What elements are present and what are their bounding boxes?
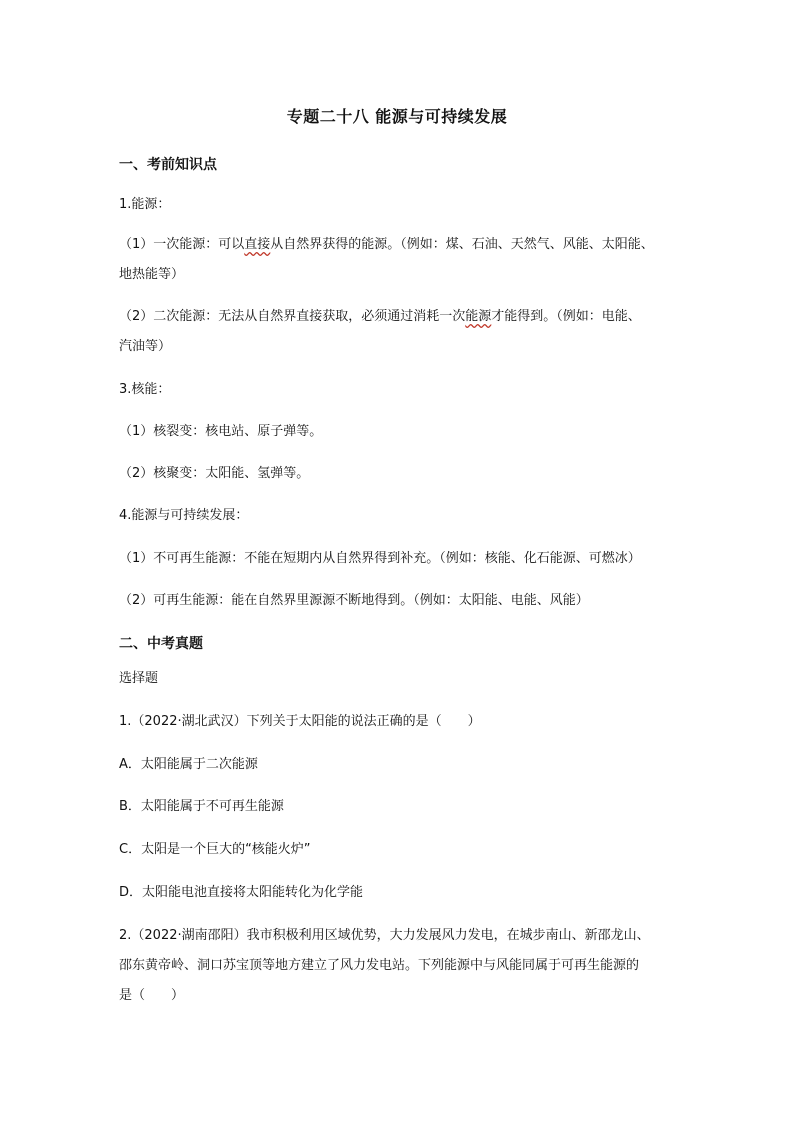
question-1-option-c: C．太阳是一个巨大的“核能火炉”: [119, 842, 311, 857]
question-2-line-1: 2.（2022·湖南邵阳）我市积极利用区域优势，大力发展风力发电，在城步南山、新邵龙山、: [119, 928, 650, 943]
subheading-choice: 选择题: [119, 671, 159, 686]
item1-p2-text-c: 汽油等）: [119, 339, 172, 354]
item1-p1-text-c: 地热能等）: [119, 267, 185, 282]
item1-title: 1.能源：: [119, 197, 171, 212]
item3-fusion: （2）核聚变：太阳能、氢弹等。: [119, 466, 310, 481]
section-heading-exam: 二、中考真题: [119, 636, 203, 652]
question-1-option-d: D．太阳能电池直接将太阳能转化为化学能: [119, 885, 364, 900]
item1-p2-underlined: 能源: [465, 309, 492, 324]
question-2-stem: [119, 921, 689, 1011]
item3-title: 3.核能：: [119, 382, 171, 397]
item1-primary-energy: [119, 230, 689, 290]
question-1-option-a: A．太阳能属于二次能源: [119, 757, 258, 772]
question-1-option-b: B．太阳能属于不可再生能源: [119, 799, 284, 814]
item1-p2-text-b: 才能得到。（例如：电能、: [491, 309, 641, 324]
document-title: 专题二十八 能源与可持续发展: [286, 107, 508, 126]
item1-p1-text-b: 从自然界获得的能源。（例如：煤、石油、天然气、风能、太阳能、: [270, 237, 654, 252]
item4-renewable: （2）可再生能源：能在自然界里源源不断地得到。（例如：太阳能、电能、风能）: [119, 593, 589, 608]
item4-nonrenewable: （1）不可再生能源：不能在短期内从自然界得到补充。（例如：核能、化石能源、可燃冰）: [119, 551, 641, 566]
item1-secondary-energy: [119, 302, 689, 362]
item1-p1-underlined: 直接: [244, 237, 271, 252]
item1-p1-text-a: （1）一次能源：可以: [119, 237, 245, 252]
item1-p2-text-a: （2）二次能源：无法从自然界直接获取，必须通过消耗一次: [119, 309, 466, 324]
question-2-line-3: 是（ ）: [119, 988, 185, 1003]
question-1-stem: 1.（2022·湖北武汉）下列关于太阳能的说法正确的是（ ）: [119, 714, 481, 729]
item3-fission: （1）核裂变：核电站、原子弹等。: [119, 424, 323, 439]
item4-title: 4.能源与可持续发展：: [119, 508, 249, 523]
section-heading-knowledge: 一、考前知识点: [119, 157, 217, 173]
question-2-line-2: 邵东黄帝岭、洞口苏宝顶等地方建立了风力发电站。下列能源中与风能同属于可再生能源的: [119, 958, 640, 973]
